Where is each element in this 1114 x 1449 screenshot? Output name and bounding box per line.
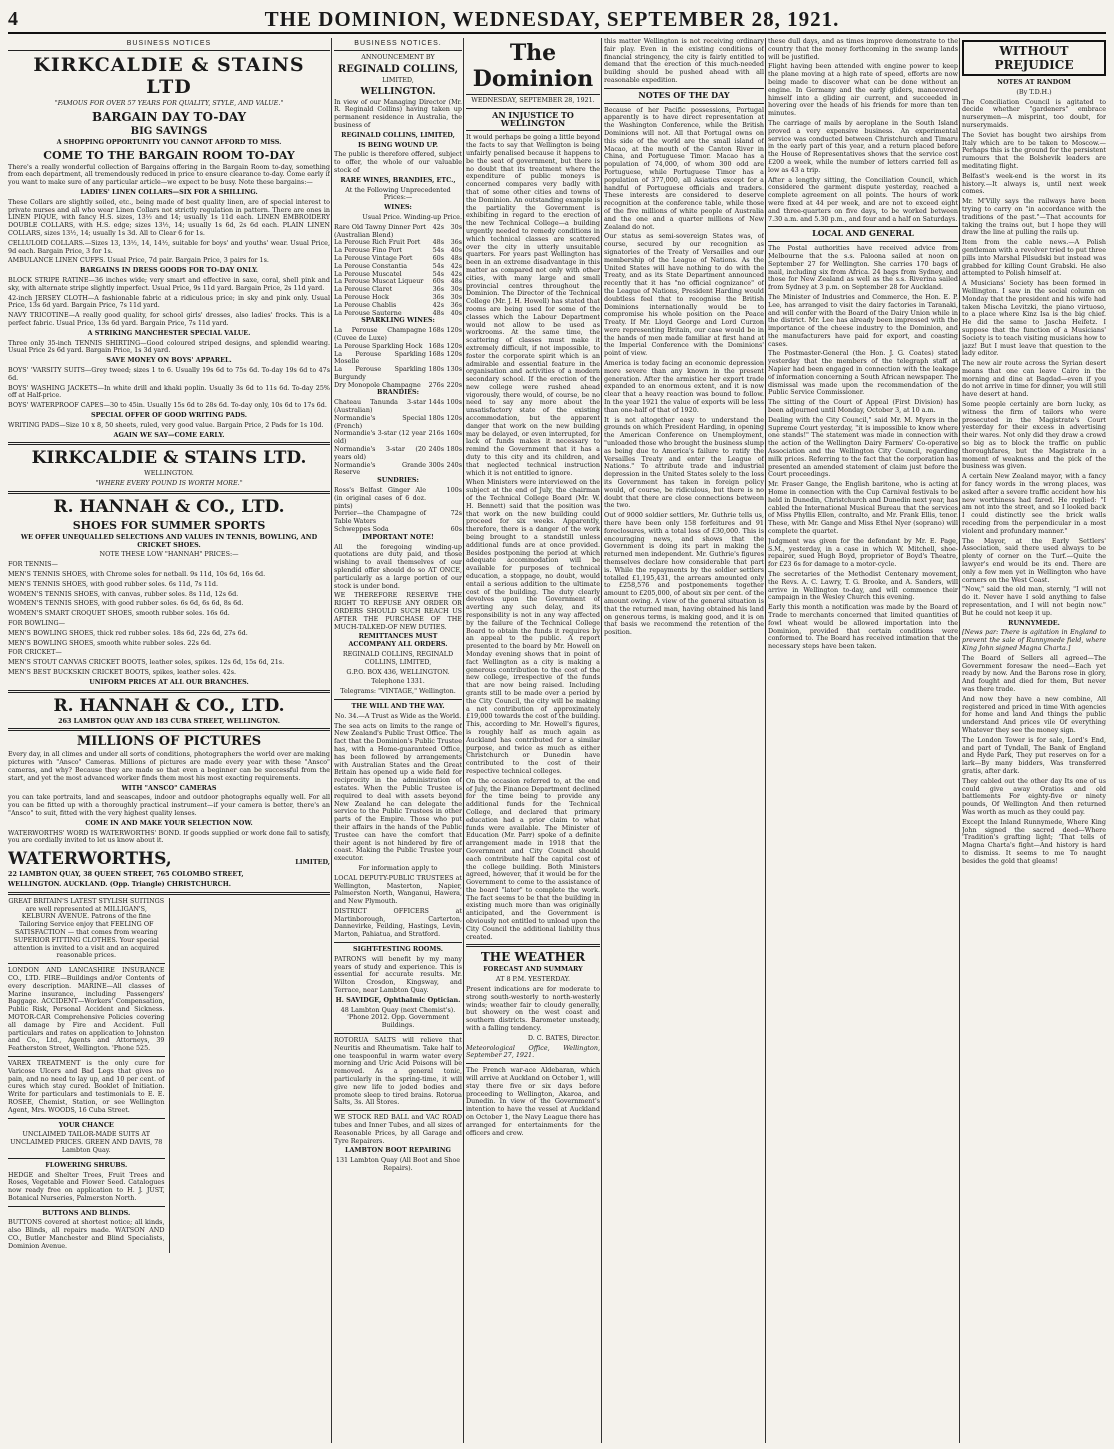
kirkcaldie-tagline: "FAMOUS FOR OVER 57 YEARS FOR QUALITY, STYLE, AND VALUE." [54, 99, 284, 107]
sundries-heading: SUNDRIES: [377, 476, 419, 485]
sparkling-table [334, 327, 462, 389]
manchester-heading: A STRIKING MANCHESTER SPECIAL VALUE. [87, 328, 251, 337]
price-row [334, 351, 462, 367]
random-paragraph: Belfast's week-end is the worst in its history.—It always is, until next week comes. [962, 171, 1106, 196]
item-name: La Perouse Sparkling Moselle [334, 349, 426, 366]
millions-text: Every day, in all climes and under all sorts of conditions, photographers the world over are making pictures with "Ansco" Cameras. Millions of pictures are made every year with these "Ansco" cameras, and why? Because they are made so that even a beginner can be successful from the start, and yet the most advanced worker finds them most his most exacting requirements. [8, 750, 330, 782]
notes-paragraph: Our status as semi-sovereign States was, of course, secured by our recognition as signatories of the Treaty of Versailles and our membership of the League of Nations. As the United States will have nothing to do with the Treaty, and as its State Department announced recently that it has "no official cognizance" of the League of Nations, President Harding would doubtless feel that to recognise the British Dominions internationally would be to compromise his whole position on the Peace Treaty. If Mr. Lloyd George and Lord Curzon were representing Britain, our case would be in the hands of men made familiar at first hand at the Imperial Conference with the Dominions' point of view. [604, 232, 764, 358]
hannah-title-2: R. HANNAH & CO., LTD. [53, 695, 285, 716]
item-name: La Perouse Claret [334, 285, 393, 294]
item-name: La Perouse Rich Fruit Port [334, 238, 421, 247]
lambton-text: 131 Lambton Quay (All Boot and Shoe Repairs). [335, 1156, 461, 1172]
shoes-title: SHOES FOR SUMMER SPORTS [72, 518, 266, 532]
winding-up-price: 130s [446, 365, 462, 374]
runnymede-heading: RUNNYMEDE. [1008, 618, 1060, 627]
again-line: AGAIN WE SAY—COME EARLY. [113, 430, 225, 439]
price-row [334, 327, 462, 343]
shrubs-heading: FLOWERING SHRUBS. [45, 1160, 128, 1169]
winding-up-price: 30s [450, 292, 462, 301]
random-paragraph: Some people certainly are born lucky, as witness the firm of tailors who were prosecuted in the Magistrate's Court yesterday for their excess in advertising their wares. Not only did they draw a crowd so big as to block the traffic on public thoroughfares, but the Magistrate in a moment of weakness and the pick of the business was given. [962, 400, 1106, 471]
usual-price: 168s [428, 349, 444, 358]
winding-up-price: 120s [446, 341, 462, 350]
item-name: La Perouse Sparkling Hock [334, 341, 423, 350]
random-paragraph: The Soviet has bought two airships from Italy which are to be taken to Moscow.—Perhaps this is the ground for the persistent rumours that the Bolshevik leaders are meditating flight. [962, 130, 1106, 170]
collins-box: G.P.O. BOX 436, WELLINGTON. [346, 667, 450, 676]
editorial-date: WEDNESDAY, SEPTEMBER 28, 1921. [471, 96, 595, 104]
notes-paragraph: Because of her Pacific possessions, Portugal apparently is to have direct representation at the Washington Conference, while the British Dominions will not. All that Portugal owns on this side of the world are the small island of Macao, at the mouth of the Canton River in China, and Portuguese Timor. Macao has a population of 74,000, of whom 300 odd are Portuguese, while Portuguese Timor has a population of 377,000, all Asiatics except for a handful of Portuguese officials and traders. These interests are considered to deserve recognition at the conference table, while those of the five millions of white people of Australia and the one and a quarter millions of New Zealand do not. [604, 105, 764, 231]
info-heading: For information apply to [358, 863, 438, 872]
winding-up-price: 60s [450, 525, 462, 534]
list-item: FOR TENNIS— [8, 560, 58, 569]
collars-text: These Collars are slightly soiled, etc., being made of best quality linen, are of special interest to private nurses and all who wear Linen Collars not strictly regulation in pattern. There are ones in LINEN PIQUE, with fancy H.S. sizes, 13½ and 14; usually 1s 11d each. LINEN EMBROIDERY DOUBLE COLLARS, with H.S. edge; sizes 13½, 14; usually 1s 6d, 2s 6d each. PLAIN LINEN COLLARS, sizes 13½, 14; usually 1s 3d. All to Clear 6 for 1s. [8, 197, 330, 237]
notes-paragraph: Out of 9000 soldier settlers, Mr. Guthrie tells us, there have been only 158 forfeitures and 91 foreclosures, with a total loss of £30,000. This is encouraging news, and shows that the Government is doing its part in making the returned men independent. Mr. Guthrie's figures themselves declare how considerable that part is. While the repayments by the soldier settlers totalled £1,195,431, the arrears amounted only to £258,576 and postponements together amount to £205,000, of about six per cent. of the amount owing. A view of the general situation is that the returned man, having obtained his land on generous terms, is making good, and it is on that basis we recommend the retention of the position. [604, 511, 764, 637]
wines-columns: Usual Price. Winding-up Price. [362, 212, 462, 221]
price-row [334, 487, 462, 510]
bargain-subtitle: BIG SAVINGS [130, 125, 208, 137]
item-name: La Perouse Constantia [334, 261, 408, 270]
winding-up-price: 120s [446, 326, 462, 335]
item-name: Dry Monopole Champagne [334, 380, 421, 389]
weather-time: AT 8 P.M. YESTERDAY. [495, 975, 571, 984]
ansco-heading: WITH "ANSCO" CAMERAS [121, 783, 217, 792]
weather-forecast: Present indications are for moderate to strong south-westerly to north-westerly winds; weather fair to cloudy generally, but showery on the west coast and southern districts. Barometer unsteady, with a falling tendency. [466, 985, 600, 1033]
winding-up-price: 30s [450, 285, 462, 294]
usual-price: 240s [428, 445, 444, 454]
notes-continuation: these dull days, and as times improve demonstrate to the country that the money forthcoming in the swamp lands will be justified. [768, 38, 958, 61]
item-name: La Perouse Sparkling Burgundy [334, 365, 426, 381]
poem-stanza: Except the Inland Runnymede, Where King John signed the sacred deed—Where 'Tradition's grafting light; 'That tells of Magna Charta's fight—And history is hard to dismiss. It seems to me To naught besides the gold that gleams! [962, 817, 1106, 865]
column-rule [601, 38, 602, 1443]
column-rule [331, 38, 332, 1443]
local-paragraph: The sitting of the Court of Appeal (First Division) has been adjourned until Monday, October 3, at 10 a.m. [768, 398, 958, 415]
local-heading: LOCAL AND GENERAL [812, 228, 914, 239]
usual-price: 54s [432, 261, 444, 270]
page-number: 4 [8, 7, 18, 30]
list-item: WOMEN'S SMART CROQUET SHOES, smooth rubber soles. 16s 6d. [8, 609, 230, 618]
paper-nameplate: The Dominion [466, 40, 600, 95]
random-paragraph: Item from the cable news.—A Polish gentleman with a revolver tried to put three pills into Marshal Pilsudski but instead was grabbed for killing Count Grabski. He also attempted to Polish himself at. [962, 238, 1106, 278]
will-number: No. 34.—A Trust as Wide as the World. [334, 711, 462, 720]
poem-stanza: And now they have a new combine, All registered and priced in time With agencies for home and land And things the public understand And prices vile Of everything Whatever they see the money sign. [962, 694, 1106, 734]
usual-price: 180s [428, 365, 444, 374]
millions-title: MILLIONS OF PICTURES [76, 734, 262, 750]
tour-ad: UNCLAIMED TAILOR-MADE SUITS AT UNCLAIMED PRICES. GREEN AND DAVIS, 78 Lambton Quay. [10, 1130, 163, 1154]
wines-table [334, 224, 462, 318]
winding-up-price: 120s [446, 413, 462, 422]
price-row [334, 446, 462, 462]
cuffs-text: AMBULANCE LINEN CUFFS. Usual Price, 7d pair. Bargain Price, 3 pairs for 1s. [8, 256, 269, 265]
random-paragraph: A certain New Zealand mayor, with a fancy for fancy words in the wrong places, was asked after a severe traffic accident how his new worthiness had fared. He replied: "I am not into the street, and so I looked back I could distinctly see the brick walls receding from the perpendicular in a most violent and profundary manner." [962, 472, 1106, 535]
leader-paragraph-3: On the occasion referred to, at the end of July, the Finance Department declined for the time being to provide any additional funds for the Technical College, and declared that primary education had a prior claim to what funds were available. The Minister of Education (Mr. Parr) spoke of a definite arrangement made in 1918 that the Government and City Council should each contribute half the capital cost of the college building. Both Ministers agreed, however, that it would be for the Government to come to the assistance of the board "later" to complete the work. The fact seems to be that the building in existing much more than was originally anticipated, and the Government is obviously not entitled to unload upon the City Council the additional liability thus created. [466, 776, 600, 941]
leader-paragraph-2: When Ministers were interviewed on the subject at the end of July, the chairman of the Technical College Board (Mr. W. H. Bennett) said that the position was that work on the new building could proceed for six weeks. Apparently, therefore, there is a danger of the work being brought to a standstill unless additional funds are at once provided. Besides postponing the period at which adequate accommodation will be available for purposes of technical education, a stoppage, no doubt, would entail a serious addition to the ultimate cost of the building. The duty clearly devolves upon the Government of averting any such delay, and its responsibility is not in any way affected by the failure of the Technical College Board to obtain the funds it requires by an appeal to the public. A report presented to the board by Mr. Howell on Monday evening shows that in point of fact Wellington as a city is making a generous contribution to the cost of the new college, irrespective of the funds that are now being raised. Including grants still to be made over a period by the City Council, the city will be making a net contribution of approximately £19,000 towards the cost of the building. This, according to Mr. Howell's figures, is roughly half as much again as Auckland has contributed for a similar purpose, and twice as much as either Christchurch or Dunedin have contributed to the cost of their respective technical colleges. [466, 478, 600, 775]
uniform-line: UNIFORM PRICES AT ALL OUR BRANCHES. [89, 677, 249, 686]
collins-firm-3: REGINALD COLLINS, REGINALD COLLINS, LIMITED, [342, 649, 454, 666]
winding-up-price: 42s [450, 261, 462, 270]
item-name: La Perouse Vintage Port [334, 253, 413, 262]
varex-ad: VAREX TREATMENT is the only cure for Varicose Ulcers and Bad Legs that gives no pain, and no need to lay up, and 10 per cent. of cures which stay cured. Booklet of Initiation. Write for particulars and testimonials to E. E. ROSEE, Chemist, Station, or see Wellington Agent, Mrs. WOODS, 16 Cuba Street. [8, 1058, 165, 1114]
capes-text: BOYS' WATERPROOF CAPES—30 to 45in. Usually 15s 6d to 28s 6d. To-day only, 10s 6d to 17s 6d. [8, 401, 327, 410]
announcement-by: ANNOUNCEMENT BY [361, 53, 435, 61]
winding-up-price: 100s [446, 486, 462, 495]
item-name: Normandie's Special (French) [334, 413, 426, 430]
ratine-text: BLOCK STRIPE RATINE—36 inches wide; very smart and effective in saxe, coral, shell pink and sky, with alternate stripe slightly imperfect. Usual Price, 9s 11d yard. Bargain Price, 2s 11d yard. [8, 275, 330, 292]
item-name: Normandie's 3-star (20 years old) [334, 445, 426, 461]
sight-heading: SIGHT-TESTING ROOMS. [352, 945, 444, 954]
hannah-title: R. HANNAH & CO., LTD. [53, 496, 285, 517]
come-line: COME TO THE BARGAIN ROOM TO-DAY [43, 148, 295, 162]
winding-up-price: 72s [450, 509, 462, 518]
will-text: The sea acts on limits to the range of New Zealand's Public Trust Office. The fact that the Dominion's Public Trustee has, with a Home-guaranteed Office, has been followed by arrangements with Australian States and the Great Britain has opened up a wide field for reciprocity in the administration of estates. When the Public Trustee is required to deal with assets beyond New Zealand he can delegate the service to the Public Trustees in other parts of the Empire. Those who put their affairs in the hands of the Public Trustee can have the comfort that their agent is not hindered by fire of coast. Making the Public Trustee your executor. [334, 721, 462, 863]
list-item: MEN'S STOUT CANVAS CRICKET BOOTS, leather soles, spikes. 12s 6d, 15s 6d, 21s. [8, 658, 285, 667]
wines-heading: WINES: [384, 203, 412, 212]
list-item: WOMEN'S TENNIS SHOES, with good rubber soles. 6s 6d, 6s 6d, 8s 6d. [8, 599, 244, 608]
collins-city: WELLINGTON. [360, 86, 436, 97]
notes-paragraph: Flight having been attended with engine power to keep the plane moving at a high rate of speed, efforts are now being made to discover what can be done without an engine. In Germany and the early gliders, manoeuvred himself into a gliding air current, and succeeded in hovering over the heads of his friends for more than ten minutes. [768, 62, 958, 118]
item-name: Normandie's Grande Reserve [334, 460, 426, 477]
random-paragraph: Mr. M'Villy says the railways have been trying to carry on "in accordance with the traditions of the past."—That accounts for taking the trains out, but I hope they will draw the line at pulling the rails up. [962, 197, 1106, 237]
usual-price: 216s [428, 429, 444, 438]
leader-heading: AN INJUSTICE TO WELLINGTON [492, 109, 574, 128]
bargain-intro: There's a really wonderful collection of Bargains offering in the Bargain Room to-day, something from each department, all tremendously reduced in price to ensure clearance to-day. Come early if you want to make sure of any particular article—we expect to be busy. Note these bargains:— [8, 162, 330, 187]
collins-intro: In view of our Managing Director (Mr. R. Reginald Collins) having taken up permanent residence in Australia, the business of [334, 97, 462, 129]
waterworths-cities: WELLINGTON. AUCKLAND. (Opp. Triangle) CHRISTCHURCH. [8, 880, 231, 888]
sundries-table [334, 487, 462, 534]
pads-text: WRITING PADS—Size 10 x 8, 50 sheets, ruled, very good value. Bargain Price, 2 Pads for 1s 10d. [8, 420, 324, 429]
page-masthead [8, 6, 1106, 34]
price-row [334, 399, 462, 415]
london-insurance-ad: LONDON AND LANCASHIRE INSURANCE CO., LTD. FIRE—Buildings and/or Contents of every description. MARINE—All classes of Marine insurance, including Passengers' Baggage. ACCIDENT—Workers' Compensation, Public Risk, Personal Accident and Sickness. MOTOR-CAR Comprehensive Policies covering all damage by Fire and Accident. Full particulars and rates on application to Johnston and Co., Ltd., Agents and Attorneys, 39 Featherston Street, Wellington. 'Phone 525. [8, 966, 165, 1053]
usual-price: 60s [432, 277, 444, 286]
column-5 [768, 38, 958, 1443]
celluloid-text: CELLULOID COLLARS.—Sizes 13, 13½, 14, 14½, suitable for boys' and youths' wear. Usual Price, 9d each. Bargain Price, 3 for 1s. [8, 238, 330, 255]
collins-telegram: Telegrams: "VINTAGE," Wellington. [340, 687, 456, 696]
winding-up-price: 40s [450, 246, 462, 255]
notes-paragraph: America is today facing an economic depression more severe than any known in the present generation. After the armistice her export trade expanded to an enormous extent, and it is now clear that a heavy reaction was bound to follow. In the year 1921 the value of exports will be less than one-half of that of 1920. [604, 359, 764, 414]
usual-price: 54s [432, 246, 444, 255]
collins-offer: The public is therefore offered, subject to offer, the whole of our valuable stock of [334, 150, 462, 174]
weather-subheading: FORECAST AND SUMMARY [483, 965, 583, 974]
tour-heading: YOUR CHANCE [58, 1120, 114, 1129]
column-rule [959, 38, 960, 1443]
savidge-name: H. SAVIDGE, Ophthalmic Optician. [335, 995, 461, 1004]
collins-phone: Telephone 1331. [371, 677, 425, 686]
local-paragraph: The secretaries of the Methodist Centenary movement, the Revs. A. C. Lawry, T. G. Brooke, and A. Sanders, will arrive in Wellington to-day, and will commence their campaign in the Wesley Church this evening. [768, 570, 958, 602]
item-name: La Perouse Sauterne [334, 308, 402, 317]
item-name: Chateau Tanunda 3-star (Australian) [334, 398, 426, 415]
price-row [334, 224, 462, 240]
weather-office: Meteorological Office, Wellington, September 27, 1921. [466, 1043, 600, 1060]
stock-heading: RARE WINES, BRANDIES, ETC., [340, 175, 456, 184]
column-2 [334, 38, 462, 1443]
reserve-text: WE THEREFORE RESERVE THE RIGHT TO REFUSE ANY ORDER OR ORDERS SHOULD SUCH REACH US AFTER THE PURCHASE OF THE MUCH-TALKED-OF NEW DUTIES. [334, 591, 462, 631]
weather-heading: THE WEATHER [480, 950, 586, 965]
winding-up-price: 220s [446, 380, 462, 389]
business-notices-header: BUSINESS NOTICES [126, 40, 212, 47]
notes-at-random: NOTES AT RANDOM [997, 78, 1071, 86]
remittances-line: REMITTANCES MUST ACCOMPANY ALL ORDERS. [348, 632, 448, 649]
winding-up-price: 42s [450, 269, 462, 278]
list-item: FOR CRICKET— [8, 648, 62, 657]
usual-price: 144s [428, 398, 444, 407]
list-item: MEN'S BEST BUCKSKIN CRICKET BOOTS, spikes, leather soles. 42s. [8, 668, 237, 677]
item-name: La Perouse Muscat Liqueur [334, 277, 424, 286]
usual-price: 54s [432, 269, 444, 278]
column-6 [962, 38, 1106, 1443]
column-3 [466, 38, 600, 1443]
item-name: Perrier—the Champagne of Table Waters [334, 509, 426, 526]
jersey-text: 42-inch JERSEY CLOTH—A fashionable fabric at a ridiculous price; in sky and pink only. Usual Price, 13s 6d yard. Bargain Price, 7s 11d yard. [8, 293, 330, 310]
boys-heading: SAVE MONEY ON BOYS' APPAREL. [106, 356, 232, 365]
red-ball-ad: WE STOCK RED BALL and VAC ROAD tubes and Inner Tubes, and all sizes of Reasonable Prices, by all Garage and Tyre Repairers. [334, 1113, 462, 1145]
local-paragraph: Mr. Fraser Gange, the English baritone, who is acting at Home in connection with the Cup Carnival festivals to be held in Dunedin, Christchurch and Dunedin next year, has cabled the International Musical Bureau that the services of Miss Phyllis Ellen, contralto, and Mr. Frank Ellis, tenor. These, with Mr. Gange and Miss Ethel Nyer (soprano) will complete the quartet. [768, 480, 958, 536]
pads-heading: SPECIAL OFFER OF GOOD WRITING PADS. [91, 410, 247, 419]
local-paragraph: Early this month a notification was made by the Board of Trade to merchants concerned that limited quantities of fowl wheat would be allowed importation into the Dominion, provided that certain conditions were conformed to. The Board has received intimation that the necessary steps have been taken. [768, 603, 958, 651]
notes-paragraph: The carriage of mails by aeroplane in the South Island proved a very expensive business. An experimental service was conducted between Christchurch and Timaru in the early part of this year, and a return placed before the House of Representatives shows that the service cost £200 a week, while the number of letters carried fell as low as 43 a trip. [768, 118, 958, 174]
price-row [334, 366, 462, 382]
local-paragraph: Dealing with the City Council," said Mr. M. Myers in the Supreme Court yesterday, "it is impossible to know where one stands!" The statement was made in connection with the action of the Wellington Dairy Farmers' Co-operative Association and the Wellington City Council, regarding milk prices. Referring to the fact that the corporation has presented an amended statement of claim just before the Court proceedings. [768, 415, 958, 479]
collins-firm: REGINALD COLLINS, [337, 63, 459, 75]
important-text: All the foregoing winding-up quotations are duty paid, and those wishing to avail themselves of our splendid offer should do so AT ONCE, particularly as a large portion of our stock is under bond. [334, 542, 462, 590]
varsity-text: BOYS' 'VARSITY SUITS—Grey tweed; sizes 1 to 6. Usually 19s 6d to 75s 6d. To-day 19s 6d to 47s 6d. [8, 365, 330, 382]
without-prejudice-heading: WITHOUT PREJUDICE [994, 44, 1074, 72]
winding-up-price: 36s [450, 238, 462, 247]
price-row [334, 430, 462, 446]
winding-up-price: 30s [450, 222, 462, 231]
sparkling-heading: SPARKLING WINES: [361, 316, 435, 325]
winding-up-price: 160s [446, 429, 462, 438]
list-item: MEN'S TENNIS SHOES, with Chrome soles for netball. 9s 11d, 10s 6d, 16s 6d. [8, 570, 266, 579]
winding-up-price: 120s [446, 349, 462, 358]
french-warship-text: The French war-ace Aldebaran, which will arrive at Auckland on October 1, will stay there five or six days before proceeding to Wellington, Akaroa, and Dunedin. In view of the Government's intention to have the vessel at Auckland on October 1, the Navy League there has arranged for entertainments for the officers and crew. [466, 1066, 600, 1137]
shirting-text: Three only 35-inch TENNIS SHIRTING—Good coloured striped designs, and splendid wearing. Usual Price 2s 6d yard. Bargain Price, 1s 3d yard. [8, 338, 330, 355]
random-paragraph: The Conciliation Council is agitated to decide whether "gardeners" embrace nurserymen—A misprint, too doubt, for nurserymaids. [962, 97, 1106, 129]
brandies-heading: BRANDIES: [377, 388, 419, 397]
milligan-ad: GREAT BRITAIN'S LATEST STYLISH SUITINGS are well represented at MILLIGAN'S, KELBURN AVENUE. Patrons of the fine Tailoring Service enjoy that FEELING OF SATISFACTION — that comes from wearing SUPERIOR FITTING CLOTHES. Your special attention is invited to a visit and an acquired reasonable prices. [8, 896, 165, 960]
shoes-intro: WE OFFER UNEQUALLED SELECTIONS AND VALUES IN TENNIS, BOWLING, AND CRICKET SHOES. [20, 532, 318, 549]
item-name: La Perouse Champagne (Cuvee de Luxe) [334, 326, 426, 342]
info-text: LOCAL DEPUTY-PUBLIC TRUSTEES at Wellington, Masterton, Napier, Palmerston North, Wanganui, Hawera, and New Plymouth. [334, 873, 462, 906]
sight-text: PATRONS will benefit by my many years of study and experience. This is essential for accurate results. Mr. Wilton Crosdon, Kingsway, and Terrace, near Lambton Quay. [334, 954, 462, 995]
usual-price: 42s [432, 300, 444, 309]
waterworths-title: WATERWORTHS, [8, 849, 172, 870]
masthead-title: THE DOMINION, WEDNESDAY, SEPTEMBER 28, 1921. [264, 6, 840, 31]
leader-continuation: this matter Wellington is not receiving ordinary fair play. Even in the existing conditions of financial stringency, the city is fairly entitled to demand that the erection of this much-needed building should be pushed ahead with all reasonable expedition. [604, 38, 764, 84]
item-name: La Perouse Fino Port [334, 246, 402, 255]
tricotine-text: NAVY TRICOTINE—A really good quality, for school girls' dresses, also ladies' frocks. This is a perfect fabric. Usual Price, 13s 6d yard. Bargain Price, 7s 11d yard. [8, 311, 330, 327]
column-1-right-ads [173, 898, 330, 1253]
usual-price [426, 487, 444, 510]
price-row [334, 415, 462, 431]
poem-stanza: The London Tower is for sale, Lord's End, and part of Tyndall, The Bank of England and Hyde Park, They put reserves on for a lark—By many bidders, Was transferred gratis, after dark. [962, 735, 1106, 775]
local-paragraph: The Minister of Industries and Commerce, the Hon. E. P. Lee, has arranged to visit the dairy factories in Taranaki, and will confer with the Board of the Dairy Union while in the district. Mr. Lee has already been impressed with the importance of the cheese industry to the Dominion, and the manufacturers have paid for export, and coasting cases. [768, 292, 958, 348]
local-paragraph: The Postal authorities have received advice from Melbourne that the s.s. Paloona sailed at noon on September 27 for Wellington. She carries 170 bags of mail, including six from Africa. 24 bags from Sydney, and those for New Zealand as well as the s.s. Riverina sailed from Sydney at 3 p.m. on September 28 for Auckland. [768, 244, 958, 292]
collars-heading: LADIES' LINEN COLLARS—SIX FOR A SHILLING. [80, 187, 258, 196]
column-rule [765, 38, 766, 1443]
column-4 [604, 38, 764, 1443]
usual-price: 60s [432, 253, 444, 262]
winding-up-price: 240s [446, 460, 462, 469]
usual-price: 48s [432, 238, 444, 247]
shoes-note: NOTE THESE LOW "HANNAH" PRICES:— [99, 550, 239, 559]
list-item: MEN'S TENNIS SHOES, with good rubber soles. 6s 11d, 7s 11d. [8, 579, 219, 588]
usual-price: 36s [432, 285, 444, 294]
notes-paragraph: After a lengthy sitting, the Conciliation Council, which considered the garment dispute yesterday, reached a complete agreement on all points. The hours of work were fixed at 44 per week, and are not to exceed eight and three-quarters on five days, to be worked between 7.30 a.m. and 5.30 p.m., and four and a half on Saturdays. [768, 175, 958, 223]
random-paragraph: A Musicians' Society has been formed in Wellington. I saw in the social column on Monday that the president and his wife had taken Mischa Levitzki, the piano virtuoso, to a place where Kinz Isa is the big chief. He did the same to Jascha Heifetz. I suppose that the function of a Musicians' Society is to teach visiting musicians how to jazz! But I must leave that question to the lady editor. [962, 279, 1106, 358]
bargain-title: BARGAIN DAY TO-DAY [91, 109, 247, 124]
jackets-text: BOYS' WASHING JACKETS—In white drill and khaki poplin. Usually 3s 6d to 11s 6d. To-day 25% off at Half-price. [8, 383, 330, 400]
list-item: WOMEN'S TENNIS SHOES, with canvas, rubber soles. 8s 11d, 12s 6d. [8, 589, 239, 598]
waterworths-limited: LIMITED, [295, 858, 330, 867]
dress-heading: BARGAINS IN DRESS GOODS FOR TO-DAY ONLY. [79, 266, 259, 275]
price-row [334, 510, 462, 526]
weather-signature: D. C. BATES, Director. [527, 1033, 600, 1042]
business-notices-header: BUSINESS NOTICES. [354, 40, 442, 47]
district-text: DISTRICT OFFICERS at Martinborough, Carterton, Dannevirke, Feilding, Hastings, Levin, Marton, Pahiatua, and Stratford. [334, 906, 462, 939]
usual-price: 36s [432, 292, 444, 301]
winding-up-price: 36s [450, 300, 462, 309]
usual-price: 300s [428, 460, 444, 469]
column-1 [8, 38, 330, 1443]
winding-up-price: 180s [446, 445, 462, 454]
shopping-line: A SHOPPING OPPORTUNITY YOU CANNOT AFFORD TO MISS. [56, 137, 282, 146]
buttons-ad: BUTTONS covered at shortest notice; all kinds, also Blinds, all repairs made. WATSON AND CO., Butler Manchester and Blind Specialists, Dominion Avenue. [8, 1218, 165, 1250]
poem-stanza: The Board of Sellers all agreed—The Government foresaw the need—Each yet ready by now. And the Barons rose in glory, And fought and died for them, But never was there trade. [962, 653, 1106, 693]
list-item: FOR BOWLING— [8, 619, 65, 628]
usual-price: 48s [432, 308, 444, 317]
rotorua-ad: ROTORUA SALTS will relieve that Neuritis and Rheumatism. Take half to one teaspoonful in warm water every morning and Uric Acid Poisons will be removed. As a general tonic, particularly in the spring-time, it will give new life to joded bodies and promote sleep to tired brains. Rotorua Salts, 3s. All Stores. [334, 1036, 462, 1107]
collins-firm-2: REGINALD COLLINS, LIMITED, [341, 130, 455, 139]
list-item: MEN'S BOWLING SHOES, smooth white rubber soles. 22s 6d. [8, 638, 212, 647]
poem-stanza: They cabled out the other day Its one of us could give away Oratios and old battlements For eighty-five or ninety pounds, Of Wellington And then returned Was worth as much as they could pay. [962, 776, 1106, 816]
item-name: Rare Old Tawny Dinner Port (Australian Blend) [334, 222, 426, 239]
column-rule [463, 38, 464, 1443]
shrubs-ad: HEDGE and Shelter Trees, Fruit Trees and Roses, Vegetable and Flower Seed. Catalogues now ready free on application to H. J. JUST, Botanical Nurseries, Palmerston North. [8, 1170, 165, 1202]
winding-up-price: 48s [450, 277, 462, 286]
local-paragraph: Judgment was given for the defendant by Mr. E. Page, S.M., yesterday, in a case in which W. Mitchell, shoe-repairer, sued Hugh Boyd, proprietor of Boyd's Theatre, for £23 6s for damage to a motor-cycle. [768, 536, 958, 569]
random-paragraph: The new air route across the Syrian desert means that one can leave Cairo in the morning and dine at Bagdad—even if you do not arrive in time for dinner, you will still have desert at hand. [962, 359, 1106, 399]
buttons-heading: BUTTONS AND BLINDS. [42, 1208, 131, 1217]
usual-price: 42s [432, 222, 444, 231]
item-name: Ross's Belfast Ginger Ale (in original cases of 6 doz. pints) [334, 486, 426, 510]
usual-price: 180s [428, 413, 444, 422]
kirkcaldie-tagline-2: "WHERE EVERY POUND IS WORTH MORE." [95, 479, 243, 488]
collins-limited: LIMITED, [382, 75, 414, 84]
local-paragraph: The Postmaster-General (the Hon. J. G. Coates) stated yesterday that the members of the telegraph staff at Napier had been engaged in connection with the leakage of information concerning a South African newspaper. The dismissal was made upon the recommendation of the Public Service Commissioner. [768, 349, 958, 397]
random-paragraph: "Now," said the old man, sternly, "I will not do it. Never have I sold anything to false representation, and I will not begin now." But he could not keep it up. [962, 585, 1106, 617]
item-name: La Perouse Muscatel [334, 269, 402, 278]
column-byline: (By T.D.H.) [1016, 87, 1052, 96]
winding-up-price: 40s [450, 308, 462, 317]
winding-up-price: 48s [450, 253, 462, 262]
random-paragraph: The Mayor, at the Early Settlers' Association, said there used always to be plenty of corner on the Turf.—Quite the lawyer's end would be its end. There are only a few men yet in Wellington who have corners on the West Coast. [962, 536, 1106, 584]
notes-heading: NOTES OF THE DAY [638, 89, 730, 100]
item-name: La Perouse Hock [334, 292, 389, 301]
ansco-text: you can take portraits, land and seascapes, indoor and outdoor photographs equally well. For all you can be fitted up with a thoroughly practical instrument—if your camera is better, there's an "Ansco" to suit, fitted with the very highest quality lenses. [8, 793, 330, 818]
lambton-heading: LAMBTON BOOT REPAIRING [344, 1146, 452, 1155]
prices-line: At the Following Unprecedented Prices:— [345, 185, 451, 202]
come-in-line: COME IN AND MAKE YOUR SELECTION NOW. [85, 818, 253, 827]
usual-price [426, 510, 444, 526]
savidge-address: 48 Lambton Quay (next Chemist's). 'Phone 2012. Opp. Government Buildings. [340, 1005, 456, 1030]
notes-paragraph: It is not altogether easy to understand the grounds on which President Harding, in opening the American Conference on Unemployment, "unloaded those who brought the business slump as being due to America's failure to ratify the Versailles Treaty and enter the League of Nations." To attribute trade and industrial depression in the United States solely to the loss its Government has taken in foreign policy would, of course, be ridiculous, but there is no doubt that there are close connections between the two. [604, 415, 764, 510]
hannah-address: 263 LAMBTON QUAY AND 183 CUBA STREET, WELLINGTON. [58, 716, 280, 725]
brandies-table [334, 399, 462, 477]
kirkcaldie-title-2: KIRKCALDIE & STAINS LTD. [31, 448, 307, 469]
will-heading: THE WILL AND THE WAY. [351, 701, 445, 710]
list-item: MEN'S BOWLING SHOES, thick red rubber soles. 18s 6d, 22s 6d, 27s 6d. [8, 628, 248, 637]
kirkcaldie-title: KIRKCALDIE & STAINS LTD [33, 54, 305, 98]
price-row [334, 462, 462, 478]
usual-price: 168s [428, 341, 444, 350]
winding-up-price: 100s [446, 398, 462, 407]
usual-price: 168s [428, 326, 444, 335]
item-name: Normandie's 3-star (12 year old) [334, 429, 426, 446]
item-name: Schweppes Soda [334, 525, 389, 534]
waterworths-address: 22 LAMBTON QUAY, 38 QUEEN STREET, 765 COLOMBO STREET, [8, 870, 244, 879]
kirkcaldie-city: WELLINGTON. [144, 469, 194, 478]
usual-price: 276s [428, 380, 444, 389]
important-heading: IMPORTANT NOTE! [362, 532, 434, 541]
item-name: La Perouse Chablis [334, 300, 397, 309]
shoes-list [8, 561, 330, 677]
wound-up: IS BEING WOUND UP. [357, 140, 439, 149]
leader-paragraph-1: It would perhaps be going a little beyond the facts to say that Wellington is being unfairly penalised because it happens to be the seat of government, but there is no doubt that its treatment where the expenditure of public moneys is concerned compares very badly with that of some other cities and towns of the Dominion. An outstanding example is the partiality the Government is exhibiting in regard to the erection of the new Technical College—a building urgently needed to remedy conditions in which technical classes are scattered over the city in utterly unsuitable quarters. For years past Wellington has been in an extreme disadvantage in this matter as compared not only with other cities, with many large and small provincial centres throughout the Dominion. The Director of the Technical College (Mr. J. H. Howell) has stated that rooms are being used for some of the classes which the Labour Department would not allow to be used as workrooms. At the same time, the scattering of classes must make it extremely difficult, if not impossible, to foster the corporate spirit which is an admirable and essential feature in the organisation and activities of a modern secondary school. If the erection of the new college were rushed ahead vigorously, there would, of course, be no need to say any more about the unsatisfactory state of the existing accommodation, but the apparent danger that work on the new building may be delayed, or even interrupted, for lack of funds makes it necessary to remind the Government that it has a duty to this city and its children, and that neglected technical instruction which it is not entitled to ignore. [466, 133, 600, 477]
waterworths-text: WATERWORTHS' WORD IS WATERWORTHS' BOND. If goods supplied or work done fail to satisfy, you are cordially invited to let us know about it. [8, 828, 330, 845]
runnymede-note: [News par: There is agitation in England to prevent the sale of Runnymede field, where King John signed Magna Charta.] [962, 628, 1106, 652]
